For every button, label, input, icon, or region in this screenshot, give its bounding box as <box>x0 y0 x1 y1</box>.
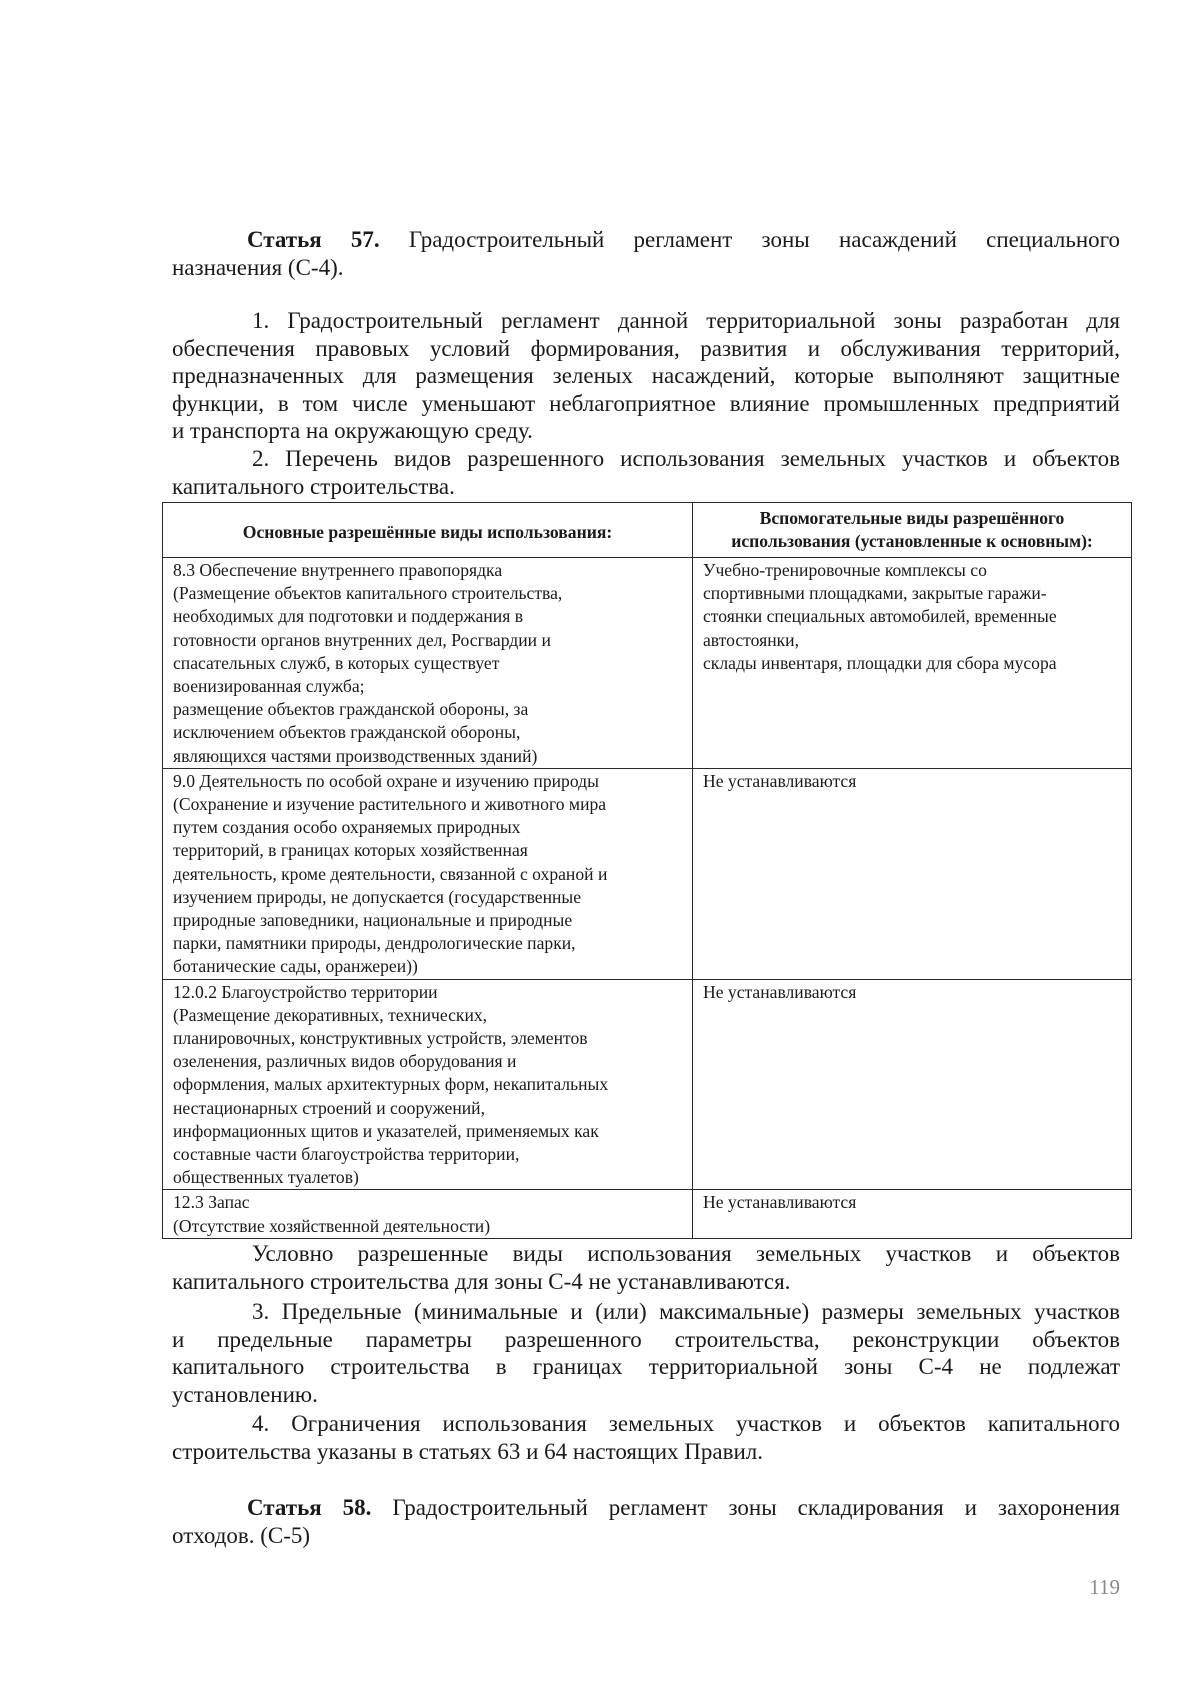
article-58-title-line2: отходов. (С-5) <box>172 1522 311 1548</box>
table-row <box>163 768 1132 979</box>
paragraph-conditional-line: капитального строительства для зоны С-4 не устанавливаются. <box>172 1268 791 1294</box>
aux-use-cell: Не устанавливаются <box>693 979 1132 1190</box>
paragraph-1-line: обеспечения правовых условий формирования, развития и обслуживания территорий, <box>172 335 1120 361</box>
article-57-title-line1: Градостроительный регламент зоны насаждений специального <box>408 227 1121 252</box>
paragraph-1-line: предназначенных для размещения зеленых насаждений, которые выполняют защитные <box>172 363 1120 388</box>
paragraph-2-line: 2. Перечень видов разрешенного использования земельных участков и объектов <box>252 446 1120 471</box>
paragraph-conditional <box>172 1240 1120 1295</box>
paragraph-4 <box>172 1410 1120 1465</box>
header-aux-uses: Вспомогательные виды разрешённого использования (установленные к основным): <box>693 503 1132 558</box>
paragraph-3-line: 3. Предельные (минимальные и (или) максимальные) размеры земельных участков <box>252 1299 1120 1324</box>
paragraph-3-line: и предельные параметры разрешенного строительства, реконструкции объектов <box>172 1326 1120 1352</box>
article-57-label: Статья 57. <box>247 227 380 252</box>
article-58-label: Статья 58. <box>247 1495 372 1520</box>
paragraph-1 <box>172 307 1120 445</box>
paragraph-2-line: капитального строительства. <box>172 473 455 499</box>
main-use-cell: 8.3 Обеспечение внутреннего правопорядка (Размещение объектов капитального строительства, необходимых для подготовки и поддержания в готовности органов внутренних дел, Росгвардии и спасательных служб, в которых существует военизированная служба; размещение объектов гражданской обороны, за исключением объектов гражданской обороны, являющихся частями производственных зданий) <box>163 558 693 769</box>
paragraph-3 <box>172 1298 1120 1408</box>
aux-use-cell: Не устанавливаются <box>693 1190 1132 1238</box>
page-number: 119 <box>1089 1575 1120 1599</box>
paragraph-3-line: капитального строительства в границах территориальной зоны С-4 не подлежат <box>172 1354 1120 1379</box>
aux-use-cell: Не устанавливаются <box>693 768 1132 979</box>
paragraph-1-line: 1. Градостроительный регламент данной территориальной зоны разработан для <box>252 308 1120 333</box>
article-58-title-line1: Градостроительный регламент зоны складирования и захоронения <box>392 1495 1120 1520</box>
paragraph-1-line: функции, в том числе уменьшают неблагоприятное влияние промышленных предприятий <box>172 390 1120 416</box>
main-use-cell: 12.3 Запас (Отсутствие хозяйственной деятельности) <box>163 1190 693 1238</box>
paragraph-2 <box>172 445 1120 500</box>
table-row <box>163 979 1132 1190</box>
main-use-cell: 12.0.2 Благоустройство территории (Размещение декоративных, технических, планировочных, конструктивных устройств, элементов озеленения, различных видов оборудования и оформления, малых архитектурных форм, некапитальных нестационарных строений и сооружений, информационных щитов и указателей, применяемых как составные части благоустройства территории, общественных туалетов) <box>163 979 693 1190</box>
article-57-title-line2: назначения (С-4). <box>172 254 344 280</box>
permitted-uses-table <box>162 502 1132 1239</box>
paragraph-4-line: 4. Ограничения использования земельных участков и объектов капитального <box>252 1411 1120 1436</box>
paragraph-1-line: и транспорта на окружающую среду. <box>172 418 533 443</box>
article-58-heading <box>172 1494 1120 1549</box>
paragraph-conditional-line: Условно разрешенные виды использования земельных участков и объектов <box>252 1241 1120 1266</box>
table-header-row <box>163 503 1132 558</box>
header-main-uses: Основные разрешённые виды использования: <box>163 503 693 558</box>
paragraph-4-line: строительства указаны в статьях 63 и 64 настоящих Правил. <box>172 1438 763 1464</box>
article-57-heading <box>172 226 1120 281</box>
paragraph-3-line: установлению. <box>172 1381 318 1407</box>
main-use-cell: 9.0 Деятельность по особой охране и изучению природы (Сохранение и изучение растительного и животного мира путем создания особо охраняемых природных территорий, в границах которых хозяйственная деятельность, кроме деятельности, связанной с охраной и изучением природы, не допускается (государственные природные заповедники, национальные и природные парки, памятники природы, дендрологические парки, ботанические сады, оранжереи)) <box>163 768 693 979</box>
table-row <box>163 558 1132 769</box>
table-row <box>163 1190 1132 1238</box>
aux-use-cell: Учебно-тренировочные комплексы со спортивными площадками, закрытые гаражи- стоянки специальных автомобилей, временные автостоянки, склады инвентаря, площадки для сбора мусора <box>693 558 1132 769</box>
